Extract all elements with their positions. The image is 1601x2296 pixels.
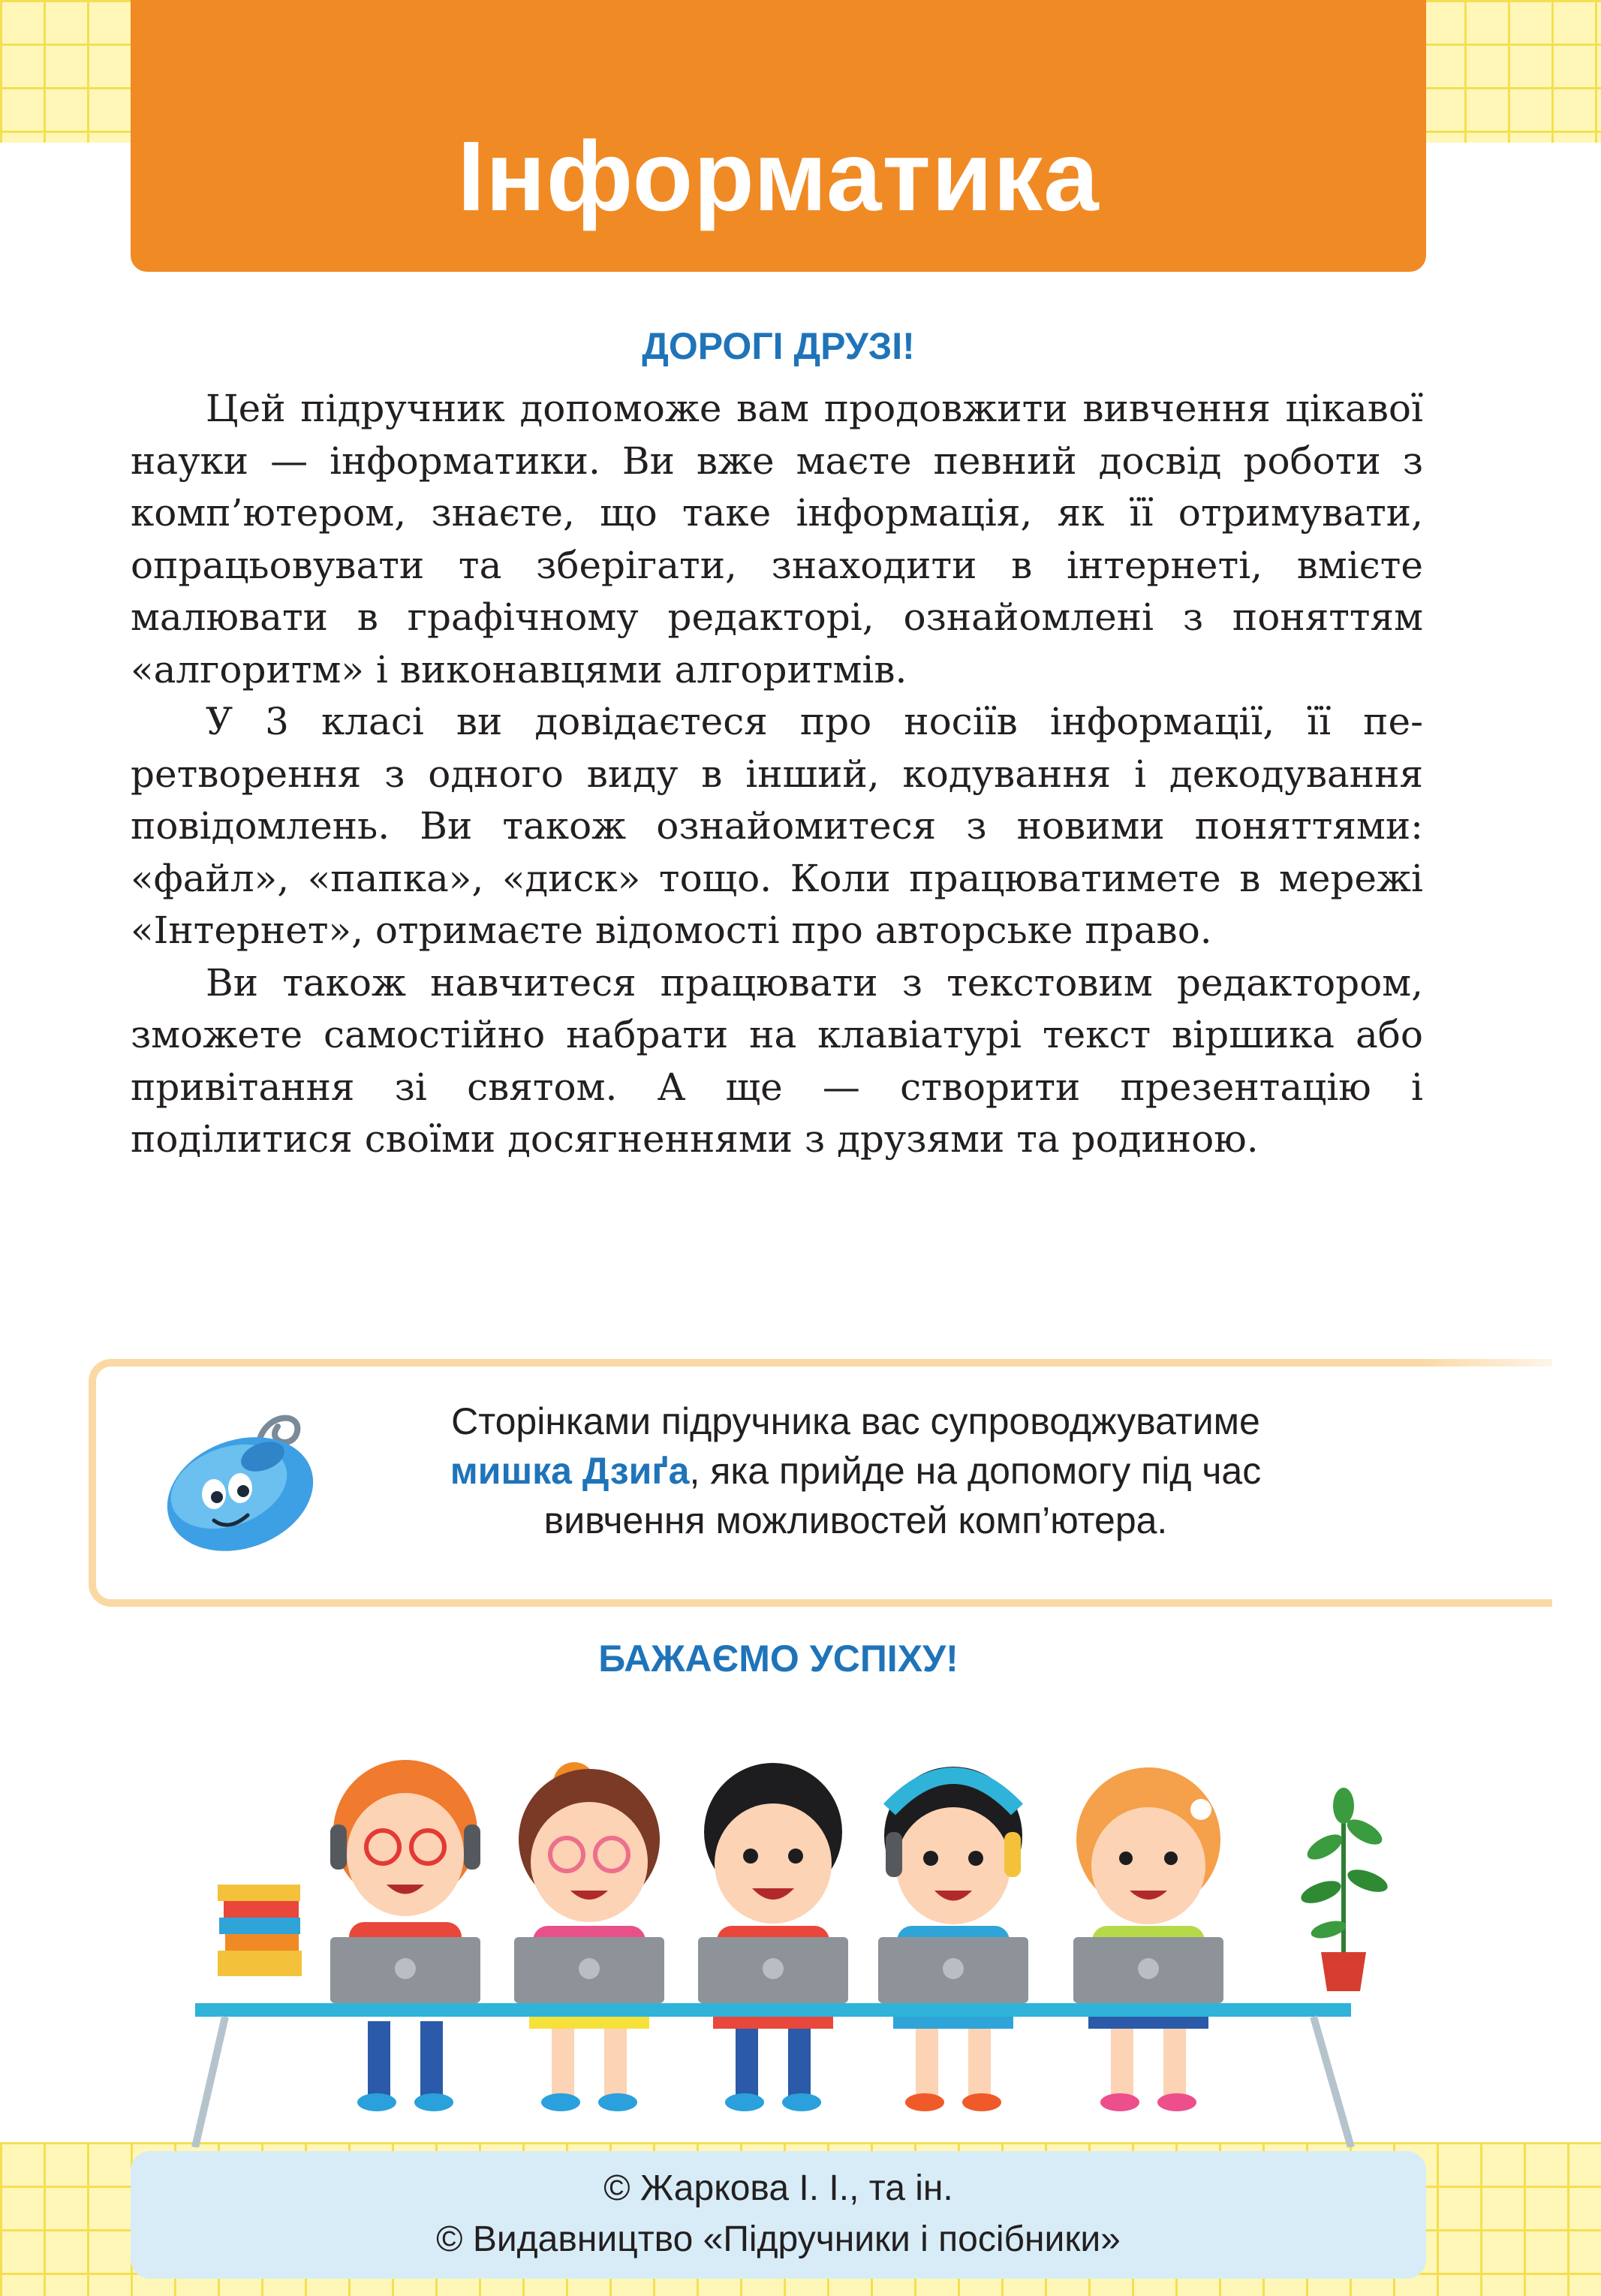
paragraph-3: Ви також навчитеся працювати з текстовим редактором, зможете самостійно набрати на клавіатурі текст віршика або привітання зі святом. А ще — створити презентацію і поділитися своїми досягненнями з друзями та родиною.	[131, 960, 1423, 1161]
greeting-heading: ДОРОГІ ДРУЗІ!	[642, 325, 915, 367]
mascot-name: мишка Дзиґа	[450, 1450, 690, 1492]
paragraph-1: Цей підручник допоможе вам продовжити вивчення цікавої науки — інформатики. Ви вже маєте певний досвід роботи з комп’ютером, знаєте, що таке інформація, як її отримувати, опрацьовувати та зберігати, знаходити в інтернеті, вмієте малювати в графічному редакторі, ознайомлені з поняттям «алгоритм» і виконавцями алгоритмів.	[131, 387, 1423, 692]
callout-line-2-rest: , яка прийде на допомогу під час	[689, 1450, 1262, 1492]
header-banner	[131, 0, 1426, 272]
child-2	[514, 1762, 664, 2111]
copyright-publisher: © Видавництво «Підручники і посібники»	[436, 2219, 1121, 2259]
grid-background-top-left	[0, 0, 135, 143]
books-stack-icon	[218, 1885, 302, 1976]
intro-text	[131, 383, 1423, 1166]
paragraph-2: У 3 класі ви довідаєтеся про носіїв інформації, її перетворення з одного виду в інший, кодування і декодування повідомлень. Ви також ознайомитеся з новими поняттями: «файл», «папка», «диск» тощо. Коли працюватимете в мережі «Інтернет», отримаєте відомості про авторське право.	[131, 700, 1423, 952]
child-4	[878, 1767, 1028, 2111]
callout-fade	[1421, 1351, 1601, 1599]
callout-line-1: Сторінками підручника вас супроводжуватиме	[451, 1400, 1260, 1442]
mouse-mascot-icon	[154, 1397, 327, 1562]
children-with-laptops-illustration	[180, 1697, 1441, 2147]
grid-background-top-right	[1421, 0, 1601, 143]
desk-top	[195, 2003, 1351, 2017]
callout-line-2	[330, 1446, 1381, 1496]
child-1	[330, 1760, 480, 2111]
copyright-box	[131, 2151, 1426, 2279]
copyright-authors: © Жаркова І. І., та ін.	[603, 2168, 953, 2208]
child-3	[698, 1763, 848, 2111]
callout-line-3: вивчення можливостей комп’ютера.	[543, 1499, 1168, 1541]
mascot-callout-text	[330, 1397, 1381, 1545]
page-title: Інформатика	[457, 121, 1100, 231]
potted-plant-icon	[1299, 1788, 1391, 1991]
wish-heading: БАЖАЄМО УСПІХУ!	[598, 1638, 958, 1680]
child-5	[1073, 1767, 1223, 2111]
